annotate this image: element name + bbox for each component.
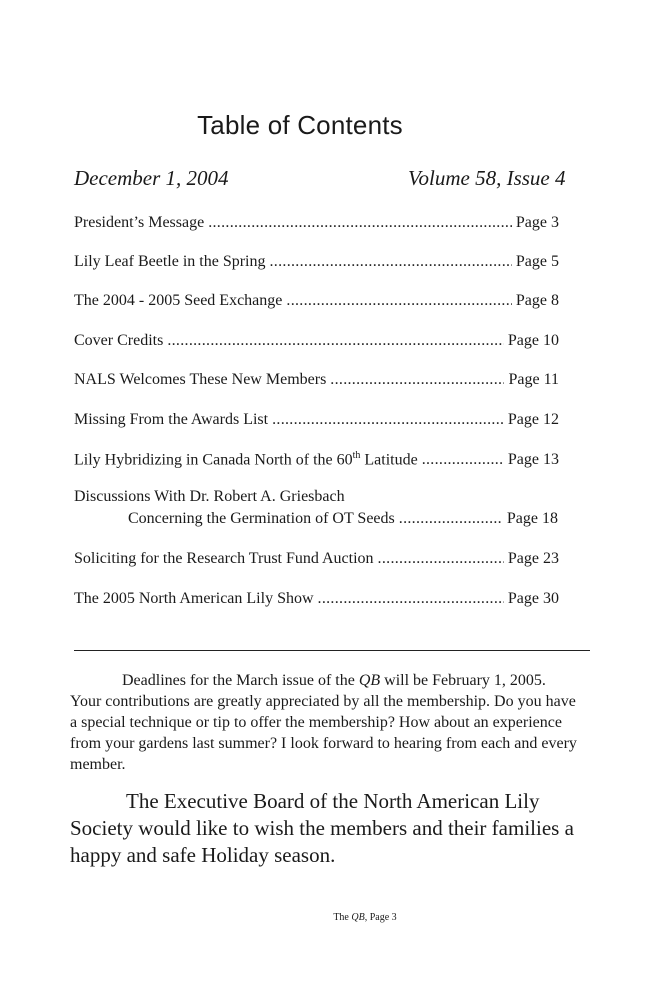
toc-entry-title: President’s Message [74,214,205,231]
toc-entry-title: Soliciting for the Research Trust Fund Auction [74,550,374,567]
toc-leader-dots [318,590,504,608]
toc-entry-lily-leaf-beetle[interactable] [74,253,559,275]
toc-leader-dots [286,292,512,310]
toc-entry-presidents-message[interactable] [74,214,559,236]
toc-leader-dots [167,332,504,350]
holiday-message: The Executive Board of the North American Lily Society would like to wish the members and their families a happy and safe Holiday season. [70,789,574,867]
toc-entry-title-superscript: th [352,450,361,461]
toc-entry-title: Cover Credits [74,332,164,349]
toc-entry-page: Page 3 [515,214,559,231]
toc-entry-page: Page 30 [507,590,559,607]
footer-page-number: 3 [391,912,397,923]
section-divider [74,650,590,651]
footer-middle: , Page [364,912,392,923]
toc-entry-title: The 2004 - 2005 Seed Exchange [74,292,283,309]
toc-entry-new-members[interactable] [74,371,559,393]
issue-volume: Volume 58, Issue 4 [408,166,566,190]
toc-entry-title: Concerning the Germination of OT Seeds [128,510,395,527]
toc-leader-dots [422,451,504,469]
toc-leader-dots [378,550,504,568]
toc-entry-griesbach[interactable] [128,510,558,532]
toc-entry-title: NALS Welcomes These New Members [74,371,327,388]
deadline-text-start: Deadlines for the March issue of the [122,672,359,689]
toc-entry-page: Page 23 [507,550,559,567]
toc-entry-title-main: Lily Hybridizing in Canada North of the 60 [74,451,353,469]
toc-entry-page: Page 5 [515,253,559,270]
toc-entry-title-end: Latitude [360,451,418,469]
page-footer [0,912,665,923]
toc-entry-seed-exchange[interactable] [74,292,559,314]
toc-entry-page: Page 11 [508,371,559,388]
toc-entry-page: Page 10 [507,332,559,349]
toc-entry-page: Page 18 [506,510,558,527]
toc-entry-cover-credits[interactable] [74,332,559,354]
toc-entry-research-trust-fund[interactable] [74,550,559,572]
page-title: Table of Contents [197,110,403,140]
toc-leader-dots [272,411,504,429]
toc-entry-title: Lily Leaf Beetle in the Spring [74,253,266,270]
toc-entry-title: The 2005 North American Lily Show [74,590,314,607]
toc-entry-lily-show[interactable] [74,590,559,612]
toc-entry-lily-hybridizing[interactable] [74,450,559,472]
deadline-text-end: will be February 1, 2005. Your contributions are greatly appreciated by all the membership. Do you have a special technique or tip to offer the membership? How about an experience from your gardens last summer? I look forward to hearing from each and every member. [70,672,577,773]
toc-entry-page: Page 13 [507,451,559,469]
footer-publication: QB [351,912,365,923]
footer-prefix: The [333,912,352,923]
toc-entry-griesbach-first-line[interactable]: Discussions With Dr. Robert A. Griesbach [74,488,345,505]
deadline-paragraph [70,670,580,775]
toc-leader-dots [399,510,503,528]
toc-entry-title [74,450,418,469]
toc-leader-dots [270,253,512,271]
toc-leader-dots [330,371,504,389]
toc-entry-page: Page 8 [515,292,559,309]
issue-date: December 1, 2004 [74,166,229,190]
toc-entry-awards-list[interactable] [74,411,559,433]
toc-entry-page: Page 12 [507,411,559,428]
toc-entry-title: Missing From the Awards List [74,411,269,428]
toc-leader-dots [208,214,512,232]
publication-name: QB [358,672,381,689]
